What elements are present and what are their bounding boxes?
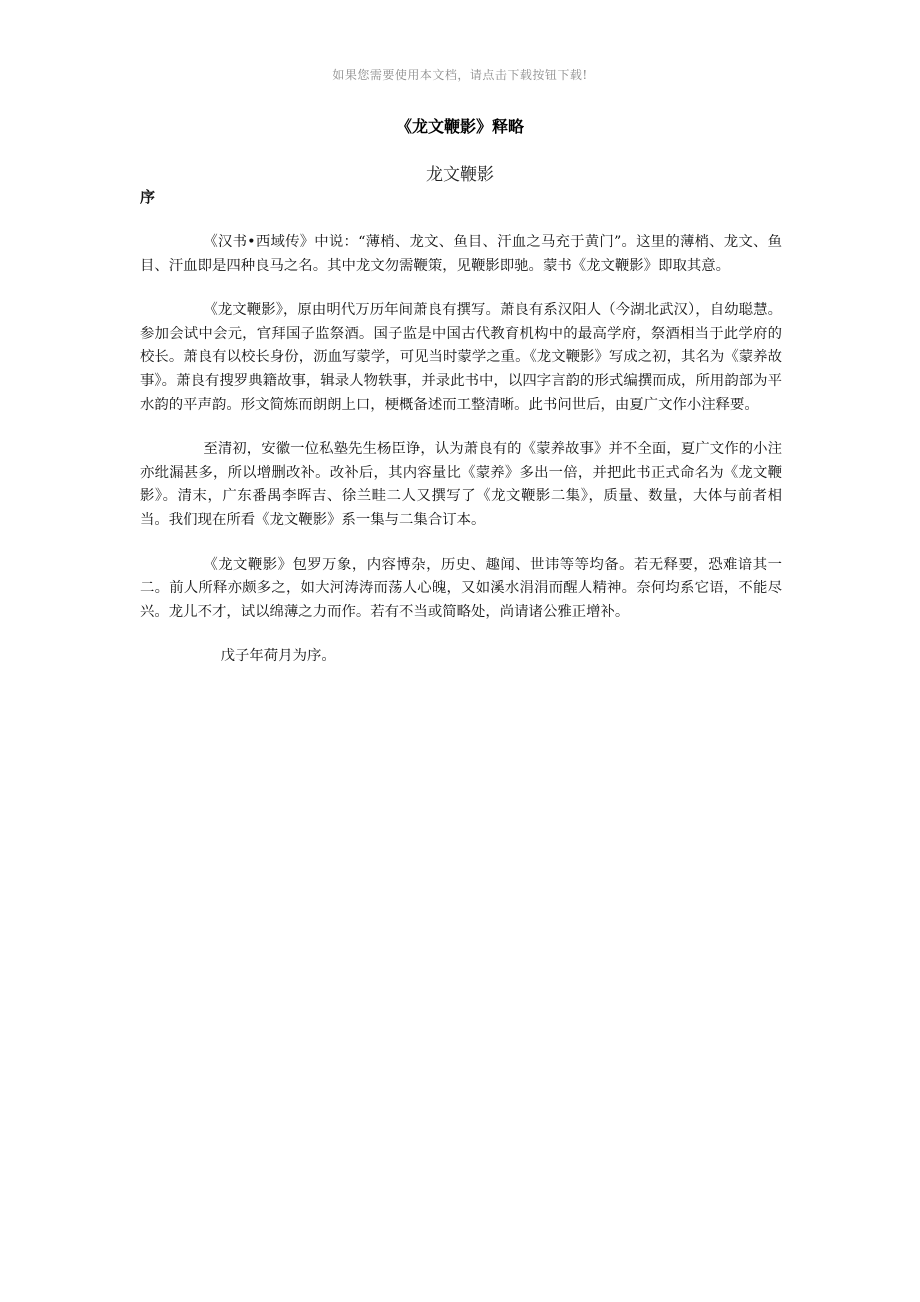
preface-body — [140, 231, 782, 690]
download-notice[interactable]: 如果您需要使用本文档，请点击下载按钮下载! — [332, 68, 588, 82]
paragraph: 《龙文鞭影》包罗万象，内容博杂，历史、趣闻、世讳等等均备。若无释要，恐难谙其一二。前人所释亦颇多之，如大河涛涛而荡人心魄，又如溪水涓涓而醒人精神。奈何均系它语，不能尽兴。龙儿不才，试以绵薄之力而作。若有不当或简略处，尚请诸公雅正增补。 — [140, 556, 782, 620]
document-subtitle: 龙文鞭影 — [426, 165, 494, 185]
document-title: 《龙文鞭影》释略 — [395, 117, 524, 136]
paragraph: 《龙文鞭影》，原由明代万历年间萧良有撰写。萧良有系汉阳人（今湖北武汉），自幼聪慧。参加会试中会元，官拜国子监祭酒。国子监是中国古代教育机构中的最高学府，祭酒相当于此学府的校长。萧良有以校长身份，沥血写蒙学，可见当时蒙学之重。《龙文鞭影》写成之初，其名为《蒙养故事》。萧良有搜罗典籍故事，辑录人物轶事，并录此书中，以四字言韵的形式编撰而成，所用韵部为平水韵的平声韵。形文简炼而朗朗上口，梗概备述而工整清晰。此书问世后，由夏广文作小注释要。 — [140, 302, 782, 413]
section-heading: 序 — [140, 188, 156, 206]
paragraph: 《汉书•西域传》中说：“薄梢、龙文、鱼目、汗血之马充于黄门”。这里的薄梢、龙文、鱼目、汗血即是四种良马之名。其中龙文勿需鞭策，见鞭影即驰。蒙书《龙文鞭影》即取其意。 — [140, 234, 782, 274]
preface-signature: 戊子年荷月为序。 — [220, 648, 336, 665]
paragraph: 至清初，安徽一位私塾先生杨臣诤，认为萧良有的《蒙养故事》并不全面，夏广文作的小注亦纰漏甚多，所以增删改补。改补后，其内容量比《蒙养》多出一倍，并把此书正式命名为《龙文鞭影》。清末，广东番禺李晖吉、徐兰畦二人又撰写了《龙文鞭影二集》，质量、数量，大体与前者相当。我们现在所看《龙文鞭影》系一集与二集合订本。 — [140, 441, 782, 528]
